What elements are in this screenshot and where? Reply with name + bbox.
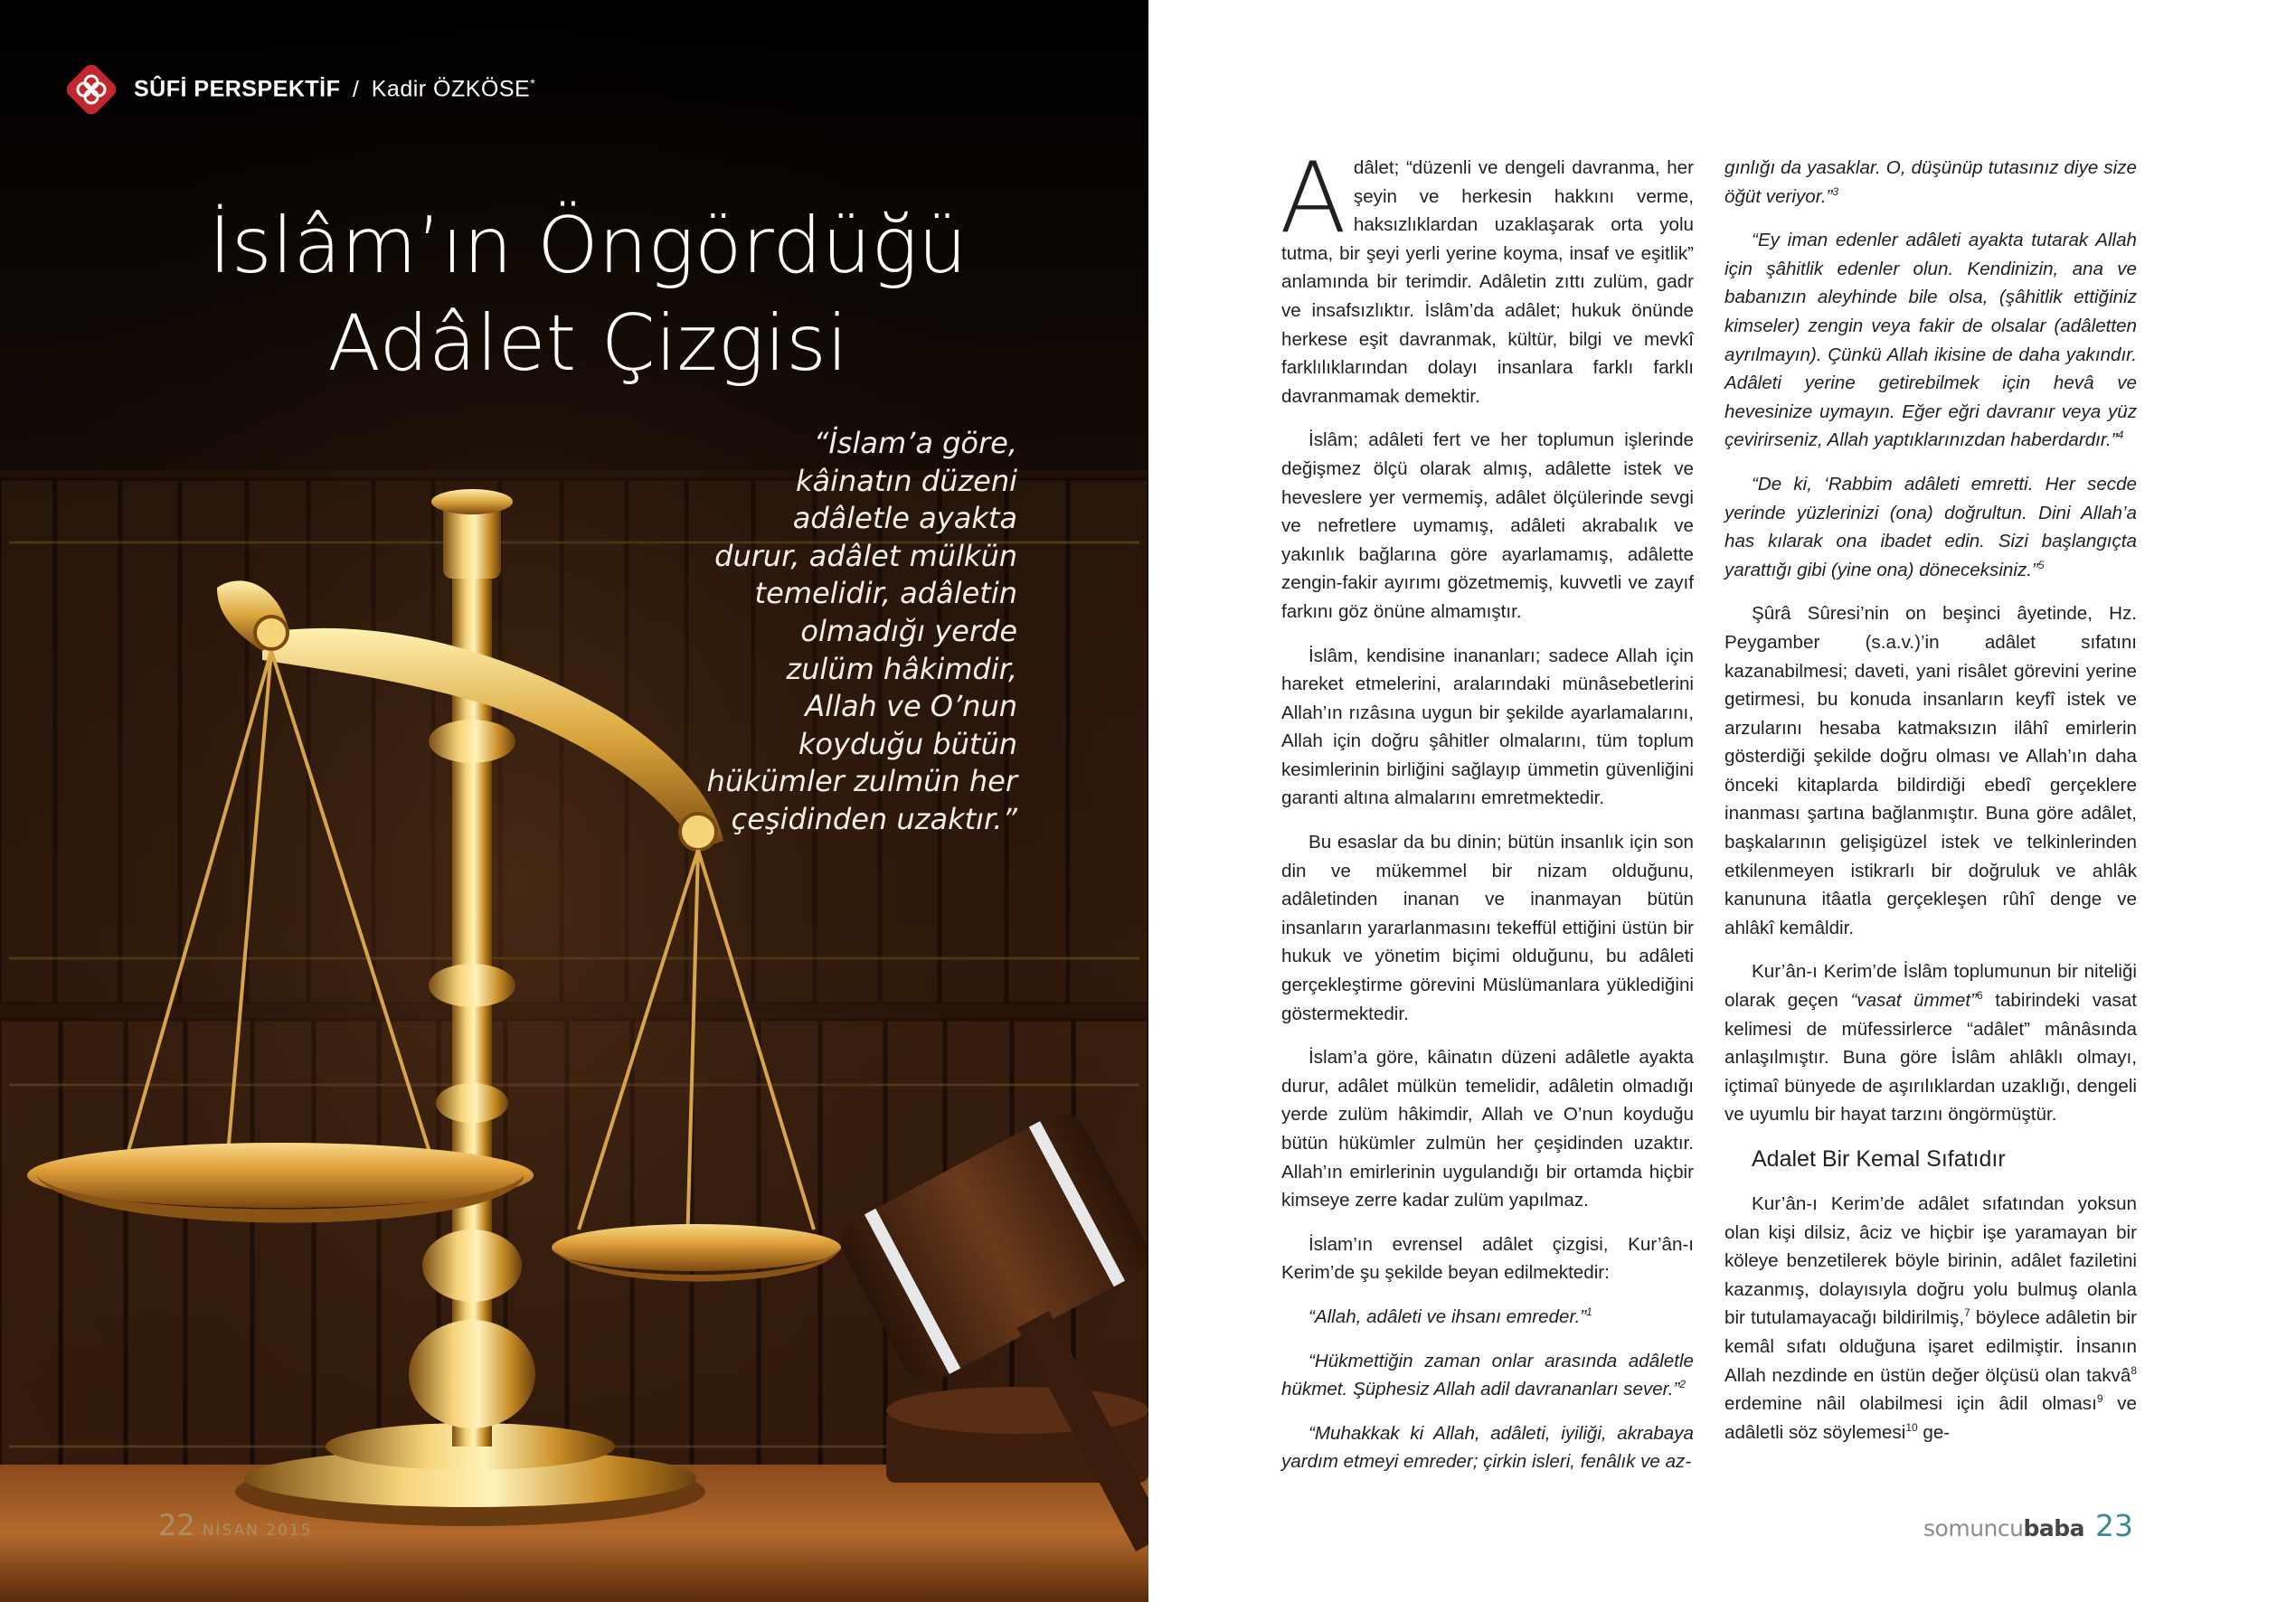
quran-quote: gınlığı da yasaklar. O, düşünüp tutasınız diye size öğüt veriyor.”$^3$ [1724,157,2137,207]
right-page-number: 23 [2095,1508,2133,1543]
section-byline [134,76,535,102]
paragraph: Şûrâ Sûresi’nin on beşinci âyetinde, Hz. Peygamber (s.a.v.)’in adâlet sıfatını kazanabilmesi; daveti, yani risâlet görevini yerine getirmesi, bu konuda insanların keyfî istek ve arzularını hesaba katmaksızın ilâhî emirlerin gösterdiği şekilde doğru olması ve Allah’ın daha önceki kitaplarda bildirdiği ebedî gerçeklere inanması şartına bağlanmıştır. Buna göre adâlet, başkalarının gelişigüzel istek ve telkinlerinden etkilenmeyen istikrarlı bir doğruluk ve ahlâk kanununa itâatla gerçekleşen rûhî denge ve ahlâkî kemâldir. [1724,603,2137,938]
footnote-ref: 3 [1832,184,1839,198]
byline-separator: / [352,76,360,102]
footnote-ref: 6 [1976,989,1983,1003]
quran-quote: “De ki, ‘Rabbim adâleti emretti. Her secde yerinde yüzlerinizi (ona) doğrultun. Dini Allah’a has kılarak ona ibadet edin. Sizi başlangıçta yarattığı gibi (yine ona) döneceksiniz.”$^5$ [1724,473,2137,580]
left-page-number: 22 [158,1508,195,1542]
paragraph: İslâm, kendisine inananları; sadece Allah için hareket etmelerini, aralarındaki münâsebetlerini Allah’ın rızâsına uygun bir şekilde ayarlamalarını, Allah için doğru şâhitler olmalarını, tüm toplum kesimlerinin birliğini sağlayıp ümmetin güvenliğini garanti altına almalarını emretmektedir. [1281,645,1694,809]
section-header [61,58,535,121]
paragraph: Kur’ân-ı Kerim’de adâlet sıfatından yoksun olan kişi dilsiz, âciz ve hiçbir işe yaramayan bir köleye benzetilerek böyle birinin, adâlet faziletini kazanmış, dolayısıyla doğru yolu bulmuş olanla bir tutulamayacağı bildirilmiş,$^7$ böylece adâletin bir kemâl sıfatı olduğuna işaret edilmiştir. İnsanın Allah nezdinde en üstün değer ölçüsü olan takvâ$^8$ erdemine nâil olabilmesi için âdil olması$^9$ ve adâletli söz söylemesi$^{10}$ ge- [1724,1193,2138,1443]
paragraph: Adâlet; “düzenli ve dengeli davranma, her şeyin ve herkesin hakkını verme, haksızlıklardan uzaklaşarak orta yolu tutma, bir şeyi yerli yerine koyma, insaf ve eşitlik” anlamında bir terimdir. Adâletin zıttı zulüm, gadr ve insafsızlıktır. İslâm’da adâlet; hukuk önünde herkese eşit davranmak, kültür, bilgi ve mevkî farklılıklarından dolayı insanlara farklı farklı davranmamak demektir. [1280,142,1694,407]
article-title [109,197,1067,392]
footnote-ref: 4 [2117,429,2124,442]
left-page-footer [158,1508,313,1542]
title-line-2: Adâlet Çizgisi [327,298,848,389]
quran-quote: “Ey iman edenler adâleti ayakta tutarak Allah için şâhitlik edenler olun. Kendinizin, ana ve babanızın aleyhinde bile olsa, (şâhitlik ettiğiniz kimseler) zengin veya fakir de olsalar (adâletten ayrılmayın). Çünkü Allah ikisine de daha yakındır. Adâleti yerine getirebilmek için hevâ ve hevesinize uymayın. Eğer eğri davranır veya yüz çevirirseniz, Allah yaptıklarınızdan haberdardır.”$^4$ [1724,230,2137,451]
paragraph: Kur’ân-ı Kerim’de İslâm toplumunun bir niteliği olarak geçen “vasat ümmet”$^6$ tabirindeki vasat kelimesi de müfessirlerce “adâlet” mânâsında anlaşılmıştır. Buna göre İslâm ahlâklı olmayı, içtimaî bünyede de aşırılıklardan uzaklığı, dengeli ve uyumlu bir hayat tarzını öngörmüştür. [1724,961,2137,1126]
paragraph: Bu esaslar da bu dinin; bütün insanlık için son din ve mükemmel bir nizam olduğunu, adâletinden inanan ve inanmayan bütün insanların yararlanmasını tekeffül ettiğini üstün bir hukuk ve yönetim biçimi olduğunu, bu adâleti gerçekleştirme görevini Müslümanlara yüklediğini göstermektedir. [1281,832,1694,1024]
diamond-ornament-icon [61,60,121,119]
footnote-ref: 9 [2096,1392,2103,1406]
footnote-ref: 8 [2131,1363,2137,1377]
pull-quote: “İslam’a göre, kâinatın düzeni adâletle ayakta durur, adâlet mülkün temelidir, adâletin olmadığı yerde zulüm hâkimdir, Allah ve O’nun koyduğu bütün hükümler zulmün her çeşidinden uzaktır.” [706,426,1017,836]
right-page-footer [1923,1508,2133,1543]
drop-cap: A [1280,142,1346,255]
footnote-ref: 7 [1964,1306,1970,1320]
quran-quote: “Muhakkak ki Allah, adâleti, iyiliği, akrabaya yardım etmeyi emreder; çirkin isleri, fenâlık ve az- [1281,1422,1694,1473]
footnote-ref: 5 [2037,558,2045,571]
issue-date: NİSAN 2015 [202,1522,313,1540]
text-column-2 [1724,154,2137,1462]
quran-quote: “Hükmettiğin zaman onlar arasında adâletle hükmet. Şüphesiz Allah adil davrananları sever.”$^2$ [1281,1350,1694,1400]
paragraph: İslam’a göre, kâinatın düzeni adâletle ayakta durur, adâlet mülkün temelidir, adâletin olmadığı yerde zulüm hâkimdir, Allah ve O’nun koyduğu bütün hükümler zulmün her çeşidinden uzaktır. Allah’ın emirlerinin uygulandığı bir ortamda hiçbir kimseye zerre kadar zulüm yapılmaz. [1281,1047,1694,1211]
footnote-ref: 10 [1905,1420,1918,1434]
magazine-name: somuncubaba [1923,1515,2084,1541]
footnote-ref: 1 [1586,1305,1592,1319]
author-footnote-mark: * [530,76,536,91]
author-name: Kadir ÖZKÖSE [371,76,531,102]
section-subheading: Adalet Bir Kemal Sıfatıdır [1752,1146,2006,1172]
section-name: SÛFİ PERSPEKTİF [134,76,341,102]
paragraph: İslam’ın evrensel adâlet çizgisi, Kur’ân-ı Kerim’de şu şekilde beyan edilmektedir: [1281,1233,1694,1284]
quran-quote: “Allah, adâleti ve ihsanı emreder.”$^1$ [1309,1305,1592,1327]
title-line-1: İslâm’ın Öngördüğü [208,201,968,291]
paragraph: İslâm; adâleti fert ve her toplumun işlerinde değişmez ölçü olarak almış, adâlette istek ve heveslere yer vermemiş, adâlet ölçülerinde sevgi ve nefretlere uymamış, adâleti akrabalık ve yakınlık bağlarına göre ayarlamamış, adâlette zengin-fakir ayırımı gözetmemiş, kuvvetli ve zayıf farkını göz önüne almamıştır. [1281,429,1694,622]
text-column-1 [1280,142,1694,1492]
footnote-ref: 2 [1679,1378,1687,1391]
